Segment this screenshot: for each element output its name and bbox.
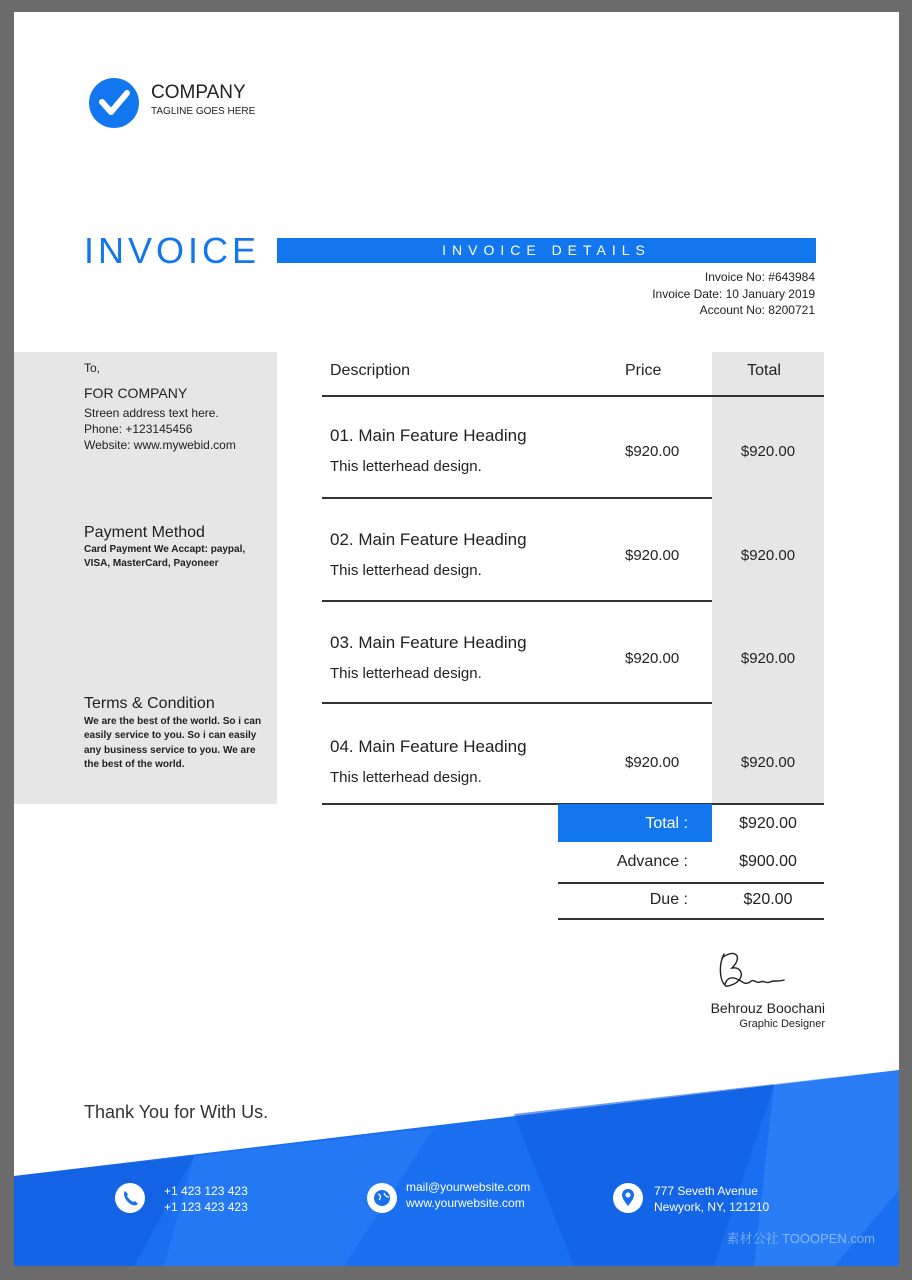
location-pin-icon <box>613 1183 643 1213</box>
footer-phone: +1 423 123 423 <box>164 1184 248 1198</box>
summary-divider <box>558 918 824 920</box>
signer-role: Graphic Designer <box>739 1018 825 1030</box>
footer-phone: +1 123 423 423 <box>164 1200 248 1214</box>
recipient-to: To, <box>84 361 101 375</box>
terms-line: We are the best of the world. So i can <box>84 716 262 727</box>
payment-method-line: Card Payment We Accapt: paypal, <box>84 544 246 555</box>
phone-icon <box>115 1183 145 1213</box>
item-price: $920.00 <box>625 754 680 771</box>
signature-icon <box>714 946 794 996</box>
summary-total-label: Total : <box>645 815 688 832</box>
footer-website: www.yourwebsite.com <box>406 1196 525 1210</box>
summary-advance-value: $900.00 <box>739 853 797 870</box>
terms-heading: Terms & Condition <box>84 695 215 712</box>
item-price: $920.00 <box>625 443 680 460</box>
table-divider <box>322 497 712 499</box>
invoice-page <box>14 12 899 1266</box>
summary-due-label: Due : <box>649 891 688 908</box>
item-total: $920.00 <box>740 443 796 460</box>
terms-line: the best of the world. <box>84 759 185 770</box>
thank-you-text: Thank You for With Us. <box>84 1102 269 1122</box>
header-price: Price <box>625 362 662 379</box>
summary-total-value: $920.00 <box>739 815 797 832</box>
company-logo-icon <box>89 78 139 128</box>
recipient-name: FOR COMPANY <box>84 385 188 401</box>
payment-method-heading: Payment Method <box>84 524 205 541</box>
summary-due-value: $20.00 <box>743 891 793 908</box>
recipient-phone: Phone: +123145456 <box>84 422 193 436</box>
item-subtitle: This letterhead design. <box>330 665 482 682</box>
table-divider <box>322 702 712 704</box>
recipient-address: Streen address text here. <box>84 406 219 420</box>
invoice-number: Invoice No: #643984 <box>704 270 815 284</box>
footer-mail: mail@yourwebsite.com <box>406 1180 531 1194</box>
summary-divider <box>558 882 824 884</box>
item-title: 03. Main Feature Heading <box>330 633 527 652</box>
summary-advance-label: Advance : <box>616 853 688 870</box>
item-price: $920.00 <box>625 650 680 667</box>
invoice-title: INVOICE <box>84 230 261 271</box>
item-subtitle: This letterhead design. <box>330 769 482 786</box>
item-title: 01. Main Feature Heading <box>330 426 527 445</box>
invoice-date: Invoice Date: 10 January 2019 <box>652 287 815 301</box>
payment-method-line: VISA, MasterCard, Payoneer <box>84 558 219 569</box>
item-subtitle: This letterhead design. <box>330 458 482 475</box>
item-title: 02. Main Feature Heading <box>330 530 527 549</box>
header-total: Total <box>747 362 781 379</box>
terms-line: any business service to you. We are <box>84 745 256 756</box>
item-subtitle: This letterhead design. <box>330 562 482 579</box>
total-column-bg <box>712 352 824 804</box>
account-number: Account No: 8200721 <box>699 303 815 317</box>
table-divider <box>322 600 712 602</box>
footer-address: Newyork, NY, 121210 <box>654 1200 770 1214</box>
company-tagline: TAGLINE GOES HERE <box>151 106 256 117</box>
item-total: $920.00 <box>740 547 796 564</box>
globe-icon <box>367 1183 397 1213</box>
recipient-website: Website: www.mywebid.com <box>84 438 236 452</box>
item-title: 04. Main Feature Heading <box>330 737 527 756</box>
invoice-details-bar: INVOICE DETAILS <box>277 238 816 263</box>
terms-line: easily service to you. So i can easily <box>84 730 257 741</box>
table-divider <box>322 395 824 397</box>
item-total: $920.00 <box>740 754 796 771</box>
company-name: COMPANY <box>151 82 246 103</box>
footer-address: 777 Seveth Avenue <box>654 1184 758 1198</box>
header-description: Description <box>330 362 411 379</box>
item-price: $920.00 <box>625 547 680 564</box>
signer-name: Behrouz Boochani <box>710 1000 825 1016</box>
item-total: $920.00 <box>740 650 796 667</box>
watermark: 素材公社 TOOOPEN.com <box>726 1231 875 1246</box>
